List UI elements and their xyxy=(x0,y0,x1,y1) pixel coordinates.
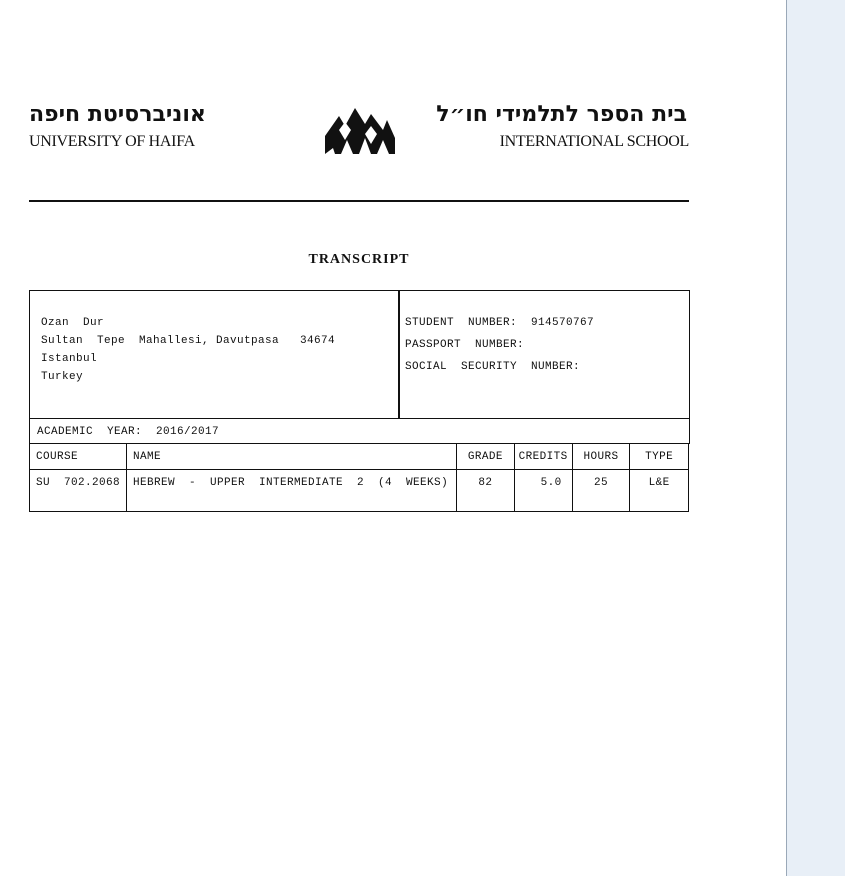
student-address-box xyxy=(29,290,400,419)
university-english-name: UNIVERSITY OF HAIFA xyxy=(29,133,195,150)
student-city: Istanbul xyxy=(41,353,98,365)
column-header-type: TYPE xyxy=(630,444,689,470)
student-country: Turkey xyxy=(41,371,84,383)
student-identifiers-box xyxy=(398,290,690,419)
table-row xyxy=(30,470,689,512)
academic-year-box xyxy=(29,418,690,444)
course-hours: 25 xyxy=(572,470,630,512)
document-title: TRANSCRIPT xyxy=(308,252,410,267)
passport-number: PASSPORT NUMBER: xyxy=(405,339,525,351)
course-grade: 82 xyxy=(456,470,514,512)
column-header-name: NAME xyxy=(127,444,457,470)
university-logo xyxy=(325,108,395,154)
course-code: SU 702.2068 xyxy=(30,470,127,512)
courses-table xyxy=(29,443,689,512)
student-address-line: Sultan Tepe Mahallesi, Davutpasa 34674 xyxy=(41,335,336,347)
academic-year: ACADEMIC YEAR: 2016/2017 xyxy=(37,426,220,438)
school-english-name: INTERNATIONAL SCHOOL xyxy=(499,133,689,150)
courses-header-row xyxy=(30,444,689,470)
university-hebrew-name: אוניברסיטת חיפה xyxy=(29,102,206,127)
column-header-course: COURSE xyxy=(30,444,127,470)
course-credits: 5.0 xyxy=(514,470,572,512)
column-header-hours: HOURS xyxy=(572,444,630,470)
viewer-side-panel xyxy=(786,0,845,876)
column-header-grade: GRADE xyxy=(456,444,514,470)
header-divider xyxy=(29,200,689,202)
student-number: STUDENT NUMBER: 914570767 xyxy=(405,317,595,329)
school-hebrew-name: בית הספר לתלמידי חו״ל xyxy=(436,102,687,127)
student-name: Ozan Dur xyxy=(41,317,105,329)
course-type: L&E xyxy=(630,470,689,512)
social-security-number: SOCIAL SECURITY NUMBER: xyxy=(405,361,581,373)
course-name: HEBREW - UPPER INTERMEDIATE 2 (4 WEEKS) xyxy=(127,470,457,512)
column-header-credits: CREDITS xyxy=(514,444,572,470)
